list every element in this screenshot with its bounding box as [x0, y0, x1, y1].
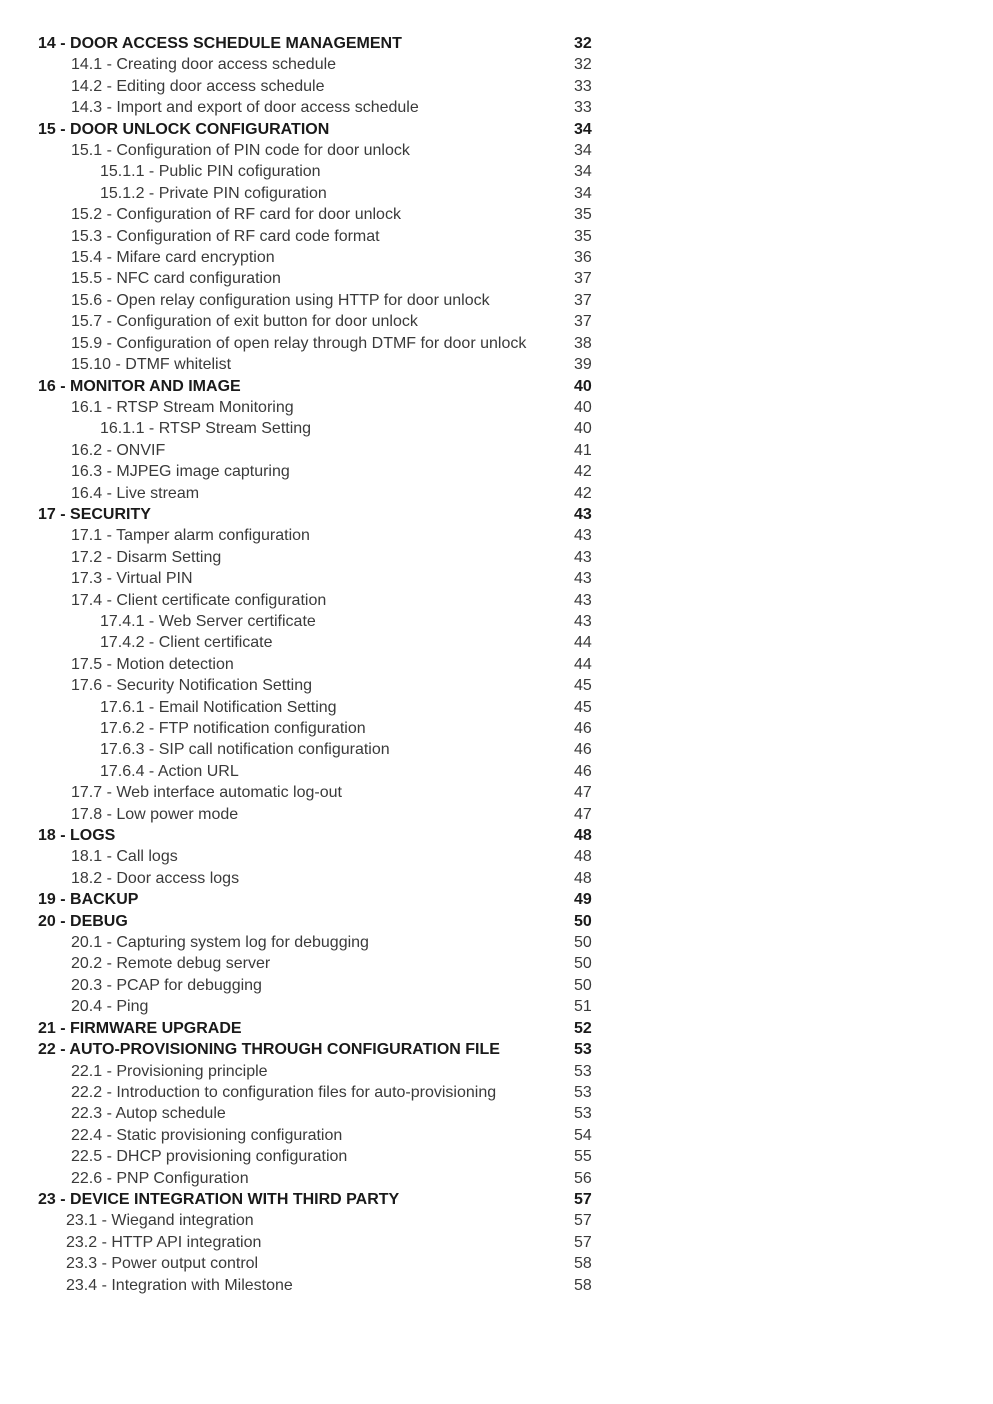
toc-subsection-entry[interactable] [38, 547, 598, 568]
toc-entry-title: 22.1 - Provisioning principle [71, 1062, 268, 1080]
toc-subsection-entry[interactable] [38, 525, 598, 546]
toc-entry-title: 14.3 - Import and export of door access schedule [71, 99, 419, 117]
toc-entry-page-number: 44 [574, 655, 592, 673]
toc-subsection-entry[interactable] [38, 183, 598, 204]
toc-entry-page-number: 43 [574, 612, 592, 630]
toc-subsection-entry[interactable] [38, 1146, 598, 1167]
toc-entry-page-number: 32 [574, 35, 592, 52]
toc-subsection-entry[interactable] [38, 333, 598, 354]
toc-entry-page-number: 33 [574, 77, 592, 95]
toc-subsection-entry[interactable] [38, 868, 598, 889]
toc-entry-page-number: 41 [574, 441, 592, 459]
toc-entry-title: 17 - SECURITY [38, 505, 151, 523]
toc-entry-title: 17.6.3 - SIP call notification configuration [100, 741, 390, 759]
toc-entry-title: 20.4 - Ping [71, 998, 149, 1016]
toc-entry-title: 17.4 - Client certificate configuration [71, 591, 327, 609]
toc-subsection-entry[interactable] [38, 161, 598, 182]
toc-subsection-entry[interactable] [38, 290, 598, 311]
toc-entry-title: 23 - DEVICE INTEGRATION WITH THIRD PARTY [38, 1190, 400, 1208]
toc-subsection-entry[interactable] [38, 632, 598, 653]
toc-entry-page-number: 49 [574, 891, 592, 909]
toc-entry-page-number: 42 [574, 484, 592, 502]
toc-entry-page-number: 43 [574, 570, 592, 588]
toc-entry-page-number: 57 [574, 1233, 592, 1251]
toc-section-entry[interactable] [38, 1039, 598, 1060]
toc-entry-title: 17.2 - Disarm Setting [71, 548, 222, 566]
toc-subsection-entry[interactable] [38, 953, 598, 974]
toc-entry-page-number: 35 [574, 227, 592, 245]
toc-entry-page-number: 39 [574, 356, 592, 374]
toc-section-entry[interactable] [38, 119, 598, 140]
toc-subsection-entry[interactable] [38, 932, 598, 953]
toc-entry-page-number: 56 [574, 1169, 592, 1187]
toc-entry-title: 17.7 - Web interface automatic log-out [71, 784, 342, 802]
toc-subsection-entry[interactable] [38, 846, 598, 867]
toc-entry-page-number: 44 [574, 634, 592, 652]
toc-entry-title: 15.10 - DTMF whitelist [71, 356, 232, 374]
toc-entry-page-number: 46 [574, 741, 592, 759]
toc-entry-page-number: 53 [574, 1105, 592, 1123]
toc-entry-page-number: 46 [574, 762, 592, 780]
toc-subsection-entry[interactable] [38, 975, 598, 996]
toc-subsection-entry[interactable] [38, 397, 598, 418]
toc-entry-page-number: 34 [574, 163, 592, 181]
toc-entry-page-number: 32 [574, 56, 592, 74]
toc-entry-title: 18.2 - Door access logs [71, 869, 240, 887]
toc-entry-page-number: 42 [574, 463, 592, 481]
toc-entry-page-number: 50 [574, 976, 592, 994]
toc-subsection-entry[interactable] [38, 1061, 598, 1082]
toc-entry-page-number: 53 [574, 1083, 592, 1101]
toc-subsection-entry[interactable] [38, 440, 598, 461]
toc-subsection-entry[interactable] [38, 1168, 598, 1189]
toc-entry-page-number: 45 [574, 677, 592, 695]
toc-entry-title: 16 - MONITOR AND IMAGE [38, 377, 241, 395]
toc-entry-page-number: 37 [574, 270, 592, 288]
toc-subsection-entry[interactable] [38, 1103, 598, 1124]
toc-section-entry[interactable] [38, 889, 598, 910]
toc-entry-page-number: 40 [574, 420, 592, 438]
toc-entry-title: 15.7 - Configuration of exit button for door unlock [71, 313, 418, 331]
toc-subsection-entry[interactable] [38, 140, 598, 161]
toc-entry-title: 21 - FIRMWARE UPGRADE [38, 1019, 242, 1037]
toc-entry-page-number: 47 [574, 784, 592, 802]
toc-entry-title: 16.4 - Live stream [71, 484, 200, 502]
toc-entry-title: 20 - DEBUG [38, 912, 128, 930]
toc-entry-title: 15.3 - Configuration of RF card code format [71, 227, 380, 245]
toc-section-entry[interactable] [38, 1018, 598, 1039]
toc-entry-title: 15.6 - Open relay configuration using HTTP for door unlock [71, 291, 490, 309]
toc-entry-title: 17.1 - Tamper alarm configuration [71, 527, 310, 545]
toc-entry-page-number: 43 [574, 527, 592, 545]
toc-subsection-entry[interactable] [38, 718, 598, 739]
toc-entry-title: 15 - DOOR UNLOCK CONFIGURATION [38, 120, 330, 138]
toc-entry-page-number: 53 [574, 1062, 592, 1080]
toc-subsection-entry[interactable] [38, 483, 598, 504]
toc-entry-page-number: 48 [574, 848, 592, 866]
toc-entry-title: 23.1 - Wiegand integration [66, 1212, 254, 1230]
toc-entry-title: 17.4.1 - Web Server certificate [100, 612, 316, 630]
toc-subsection-entry[interactable] [38, 739, 598, 760]
toc-subsection-entry[interactable] [38, 1275, 598, 1296]
toc-subsection-entry[interactable] [38, 675, 598, 696]
toc-section-entry[interactable] [38, 504, 598, 525]
toc-entry-page-number: 36 [574, 249, 592, 267]
toc-entry-page-number: 50 [574, 955, 592, 973]
toc-entry-page-number: 40 [574, 398, 592, 416]
toc-subsection-entry[interactable] [38, 204, 598, 225]
toc-subsection-entry[interactable] [38, 590, 598, 611]
toc-entry-title: 17.6 - Security Notification Setting [71, 677, 313, 695]
toc-entry-page-number: 48 [574, 869, 592, 887]
toc-entry-title: 17.6.1 - Email Notification Setting [100, 698, 337, 716]
toc-subsection-entry[interactable] [38, 568, 598, 589]
toc-entry-title: 23.4 - Integration with Milestone [66, 1276, 293, 1294]
toc-subsection-entry[interactable] [38, 461, 598, 482]
toc-entry-title: 15.1.1 - Public PIN cofiguration [100, 163, 321, 181]
toc-entry-page-number: 34 [574, 120, 592, 138]
toc-entry-title: 14.1 - Creating door access schedule [71, 56, 337, 74]
toc-subsection-entry[interactable] [38, 268, 598, 289]
toc-subsection-entry[interactable] [38, 697, 598, 718]
toc-entry-title: 18.1 - Call logs [71, 848, 178, 866]
toc-subsection-entry[interactable] [38, 97, 598, 118]
toc-entry-page-number: 58 [574, 1276, 592, 1294]
toc-entry-page-number: 48 [574, 827, 592, 845]
toc-entry-page-number: 50 [574, 934, 592, 952]
toc-entry-title: 15.1 - Configuration of PIN code for door unlock [71, 142, 410, 160]
toc-entry-title: 16.1 - RTSP Stream Monitoring [71, 398, 294, 416]
toc-entry-title: 15.4 - Mifare card encryption [71, 249, 275, 267]
toc-entry-page-number: 47 [574, 805, 592, 823]
toc-entry-page-number: 35 [574, 206, 592, 224]
toc-entry-page-number: 43 [574, 548, 592, 566]
toc-entry-title: 17.4.2 - Client certificate [100, 634, 273, 652]
toc-entry-title: 22.4 - Static provisioning configuration [71, 1126, 343, 1144]
toc-section-entry[interactable] [38, 376, 598, 397]
toc-entry-title: 16.1.1 - RTSP Stream Setting [100, 420, 312, 438]
toc-entry-title: 22 - AUTO-PROVISIONING THROUGH CONFIGURATION FILE [38, 1041, 500, 1059]
toc-entry-title: 16.3 - MJPEG image capturing [71, 463, 290, 481]
toc-entry-page-number: 37 [574, 313, 592, 331]
toc-subsection-entry[interactable] [38, 1210, 598, 1231]
toc-entry-page-number: 40 [574, 377, 592, 395]
toc-entry-title: 23.2 - HTTP API integration [66, 1233, 262, 1251]
toc-entry-title: 18 - LOGS [38, 827, 116, 845]
toc-subsection-entry[interactable] [38, 611, 598, 632]
toc-entry-page-number: 58 [574, 1255, 592, 1273]
toc-entry-page-number: 53 [574, 1041, 592, 1059]
toc-subsection-entry[interactable] [38, 418, 598, 439]
toc-entry-page-number: 52 [574, 1019, 592, 1037]
toc-entry-title: 20.3 - PCAP for debugging [71, 976, 262, 994]
toc-entry-page-number: 37 [574, 291, 592, 309]
toc-section-entry[interactable] [38, 1189, 598, 1210]
toc-entry-page-number: 45 [574, 698, 592, 716]
toc-entry-page-number: 33 [574, 99, 592, 117]
toc-subsection-entry[interactable] [38, 761, 598, 782]
toc-entry-page-number: 43 [574, 505, 592, 523]
toc-subsection-entry[interactable] [38, 654, 598, 675]
toc-entry-title: 22.6 - PNP Configuration [71, 1169, 249, 1187]
toc-subsection-entry[interactable] [38, 1232, 598, 1253]
toc-entry-title: 17.5 - Motion detection [71, 655, 234, 673]
toc-entry-title: 17.6.4 - Action URL [100, 762, 239, 780]
toc-entry-title: 15.9 - Configuration of open relay through DTMF for door unlock [71, 334, 527, 352]
toc-entry-title: 19 - BACKUP [38, 891, 139, 909]
toc-subsection-entry[interactable] [38, 226, 598, 247]
toc-entry-title: 22.3 - Autop schedule [71, 1105, 226, 1123]
toc-entry-title: 17.8 - Low power mode [71, 805, 239, 823]
toc-subsection-entry[interactable] [38, 311, 598, 332]
toc-subsection-entry[interactable] [38, 782, 598, 803]
toc-subsection-entry[interactable] [38, 54, 598, 75]
toc-entry-page-number: 46 [574, 720, 592, 737]
toc-entry-page-number: 51 [574, 998, 592, 1016]
toc-subsection-entry[interactable] [38, 804, 598, 825]
toc-subsection-entry[interactable] [38, 354, 598, 375]
toc-entry-title: 20.2 - Remote debug server [71, 955, 271, 973]
toc-entry-title: 15.2 - Configuration of RF card for door unlock [71, 206, 401, 224]
toc-entry-title: 20.1 - Capturing system log for debugging [71, 934, 369, 952]
toc-entry-title: 17.6.2 - FTP notification configuration [100, 720, 366, 737]
toc-entry-page-number: 34 [574, 142, 592, 160]
toc-entry-title: 23.3 - Power output control [66, 1255, 259, 1273]
toc-subsection-entry[interactable] [38, 1253, 598, 1274]
toc-entry-title: 15.1.2 - Private PIN cofiguration [100, 184, 327, 202]
toc-entry-page-number: 34 [574, 184, 592, 202]
toc-entry-title: 14.2 - Editing door access schedule [71, 77, 325, 95]
toc-entry-page-number: 43 [574, 591, 592, 609]
toc-section-entry[interactable] [38, 825, 598, 846]
toc-entry-page-number: 54 [574, 1126, 592, 1144]
toc-entry-title: 22.5 - DHCP provisioning configuration [71, 1148, 348, 1166]
table-of-contents [38, 33, 598, 1296]
toc-section-entry[interactable] [38, 911, 598, 932]
toc-entry-page-number: 55 [574, 1148, 592, 1166]
toc-subsection-entry[interactable] [38, 996, 598, 1017]
toc-entry-title: 14 - DOOR ACCESS SCHEDULE MANAGEMENT [38, 35, 402, 52]
toc-entry-title: 15.5 - NFC card configuration [71, 270, 281, 288]
toc-entry-page-number: 38 [574, 334, 592, 352]
toc-entry-title: 22.2 - Introduction to configuration files for auto-provisioning [71, 1083, 497, 1101]
toc-entry-page-number: 57 [574, 1212, 592, 1230]
toc-entry-title: 17.3 - Virtual PIN [71, 570, 193, 588]
toc-subsection-entry[interactable] [38, 1082, 598, 1103]
toc-subsection-entry[interactable] [38, 76, 598, 97]
toc-entry-page-number: 57 [574, 1190, 592, 1208]
toc-section-entry[interactable] [38, 33, 598, 54]
toc-entry-title: 16.2 - ONVIF [71, 441, 166, 459]
toc-entry-page-number: 50 [574, 912, 592, 930]
toc-subsection-entry[interactable] [38, 247, 598, 268]
toc-subsection-entry[interactable] [38, 1125, 598, 1146]
